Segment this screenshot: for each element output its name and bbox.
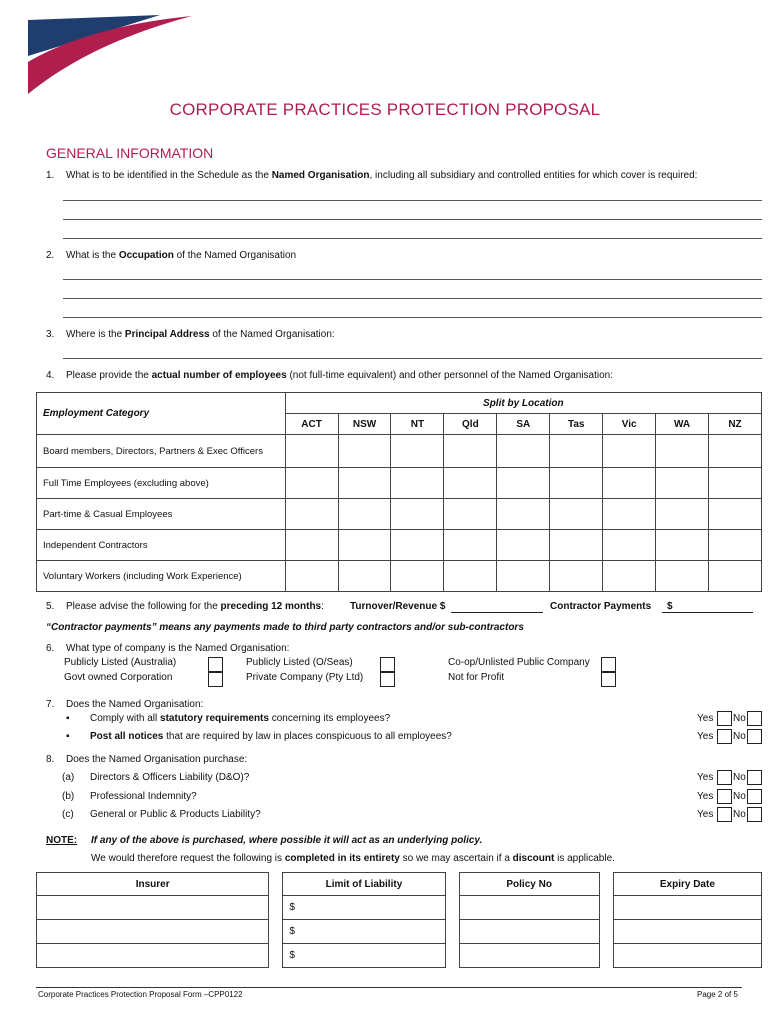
option-label: Publicly Listed (O/Seas): [246, 657, 353, 668]
count-cell[interactable]: [603, 499, 656, 530]
count-cell[interactable]: [338, 468, 391, 499]
yes-no-group: [697, 809, 713, 820]
count-cell[interactable]: [285, 561, 338, 592]
yes-checkbox[interactable]: [717, 770, 732, 785]
table-row: [37, 530, 762, 561]
yes-no-group: [697, 791, 713, 802]
item-label: (b): [62, 791, 75, 802]
count-cell[interactable]: [603, 468, 656, 499]
count-cell[interactable]: [285, 435, 338, 468]
co-op-unlisted-checkbox[interactable]: [601, 657, 616, 672]
count-cell[interactable]: [709, 435, 762, 468]
table-row: [37, 435, 762, 468]
yes-checkbox[interactable]: [717, 729, 732, 744]
policy-no-cell[interactable]: [459, 944, 599, 968]
count-cell[interactable]: [391, 499, 444, 530]
yes-no-group: [697, 772, 713, 783]
insurer-header: Insurer: [37, 873, 269, 896]
question-4: 4. Please provide the actual number of employees (not full-time equivalent) and other personnel of the Named Organisation:: [46, 370, 613, 381]
count-cell[interactable]: [444, 561, 497, 592]
yes-label: Yes: [697, 791, 714, 802]
footer-form-name: Corporate Practices Protection Proposal Form –CPP0122: [38, 990, 243, 999]
count-cell[interactable]: [603, 530, 656, 561]
expiry-date-cell[interactable]: [613, 920, 761, 944]
count-cell[interactable]: [285, 499, 338, 530]
option-label: Not for Profit: [448, 672, 505, 683]
count-cell[interactable]: [391, 435, 444, 468]
table-row: [37, 920, 762, 944]
row-label: Part-time & Casual Employees: [37, 499, 286, 530]
yes-checkbox[interactable]: [717, 789, 732, 804]
govt-owned-checkbox[interactable]: [208, 672, 223, 687]
question-7b: Post all notices that are required by law in places conspicuous to all employees?: [90, 731, 452, 742]
count-cell[interactable]: [497, 499, 550, 530]
item-label: (a): [62, 772, 75, 783]
turnover-field[interactable]: [451, 612, 543, 613]
count-cell[interactable]: [709, 468, 762, 499]
expiry-date-header: Expiry Date: [613, 873, 761, 896]
footer-divider: [36, 987, 742, 988]
count-cell[interactable]: [656, 499, 709, 530]
count-cell[interactable]: [550, 435, 603, 468]
count-cell[interactable]: [444, 530, 497, 561]
not-for-profit-checkbox[interactable]: [601, 672, 616, 687]
count-cell[interactable]: [497, 530, 550, 561]
question-6: 6. What type of company is the Named Organisation:: [46, 643, 290, 654]
table-row: [37, 561, 762, 592]
count-cell[interactable]: [656, 435, 709, 468]
count-cell[interactable]: [497, 468, 550, 499]
policy-no-cell[interactable]: [459, 920, 599, 944]
no-label: No: [733, 772, 746, 783]
no-label: No: [733, 731, 746, 742]
insurer-cell[interactable]: [37, 944, 269, 968]
row-label: Full Time Employees (excluding above): [37, 468, 286, 499]
employment-category-header: Employment Category: [37, 393, 286, 435]
answer-line-3[interactable]: [63, 358, 762, 359]
location-header: WA: [656, 414, 709, 435]
count-cell[interactable]: [603, 561, 656, 592]
yes-label: Yes: [697, 772, 714, 783]
note-label: NOTE:: [46, 835, 78, 846]
count-cell[interactable]: [550, 530, 603, 561]
footer-page-number: Page 2 of 5: [697, 990, 738, 999]
question-2: 2. What is the Occupation of the Named Organisation: [46, 250, 297, 261]
location-header: Tas: [550, 414, 603, 435]
yes-label: Yes: [697, 809, 714, 820]
table-row: [37, 944, 762, 968]
question-8b: Professional Indemnity?: [90, 791, 197, 802]
section-heading: GENERAL INFORMATION: [46, 145, 214, 161]
insurer-cell[interactable]: [37, 920, 269, 944]
yes-no-group: [697, 713, 713, 724]
question-5: 5. Please advise the following for the preceding 12 months:: [46, 601, 324, 612]
count-cell[interactable]: [391, 530, 444, 561]
note-text: If any of the above is purchased, where possible it will act as an underlying policy.: [91, 835, 483, 846]
no-label: No: [733, 713, 746, 724]
location-header: NSW: [338, 414, 391, 435]
location-header: SA: [497, 414, 550, 435]
company-logo: [20, 12, 200, 102]
count-cell[interactable]: [338, 499, 391, 530]
insurer-table: [36, 872, 762, 968]
table-row: [37, 468, 762, 499]
table-row: [37, 499, 762, 530]
table-row: [37, 896, 762, 920]
count-cell[interactable]: [603, 435, 656, 468]
employee-table: [36, 392, 762, 592]
insurer-cell[interactable]: [37, 896, 269, 920]
contractor-dollar-sign: $: [667, 601, 673, 612]
answer-line-1b[interactable]: [63, 219, 762, 220]
publicly-listed-aus-checkbox[interactable]: [208, 657, 223, 672]
yes-no-group: [697, 731, 713, 742]
count-cell[interactable]: [444, 468, 497, 499]
item-label: (c): [62, 809, 74, 820]
limit-cell[interactable]: $: [283, 920, 445, 944]
count-cell[interactable]: [338, 561, 391, 592]
question-1: 1. What is to be identified in the Schedule as the Named Organisation, including all subsidiary and controlled entities for which cover is required:: [46, 170, 698, 181]
answer-line-2b[interactable]: [63, 298, 762, 299]
question-7: 7. Does the Named Organisation:: [46, 699, 204, 710]
no-checkbox[interactable]: [747, 807, 762, 822]
expiry-date-cell[interactable]: [613, 944, 761, 968]
count-cell[interactable]: [656, 468, 709, 499]
note-request: We would therefore request the following is completed in its entirety so we may ascertain if a discount is applicable.: [91, 853, 615, 864]
row-label: Board members, Directors, Partners & Exec Officers: [37, 435, 286, 468]
question-3: 3. Where is the Principal Address of the Named Organisation:: [46, 329, 335, 340]
count-cell[interactable]: [709, 499, 762, 530]
no-checkbox[interactable]: [747, 789, 762, 804]
count-cell[interactable]: [550, 499, 603, 530]
no-checkbox[interactable]: [747, 711, 762, 726]
expiry-date-cell[interactable]: [613, 896, 761, 920]
split-by-location-header: Split by Location: [285, 393, 761, 414]
no-label: No: [733, 791, 746, 802]
count-cell[interactable]: [709, 530, 762, 561]
option-label: Publicly Listed (Australia): [64, 657, 177, 668]
yes-label: Yes: [697, 713, 714, 724]
question-8a: Directors & Officers Liability (D&O)?: [90, 772, 250, 783]
answer-line-1c[interactable]: [63, 238, 762, 239]
question-8c: General or Public & Products Liability?: [90, 809, 261, 820]
location-header: ACT: [285, 414, 338, 435]
limit-cell[interactable]: $: [283, 944, 445, 968]
count-cell[interactable]: [444, 435, 497, 468]
yes-checkbox[interactable]: [717, 711, 732, 726]
answer-line-1a[interactable]: [63, 200, 762, 201]
no-checkbox[interactable]: [747, 729, 762, 744]
count-cell[interactable]: [656, 530, 709, 561]
policy-no-cell[interactable]: [459, 896, 599, 920]
contractor-payments-field[interactable]: [662, 612, 753, 613]
policy-no-header: Policy No: [459, 873, 599, 896]
count-cell[interactable]: [444, 499, 497, 530]
bullet: ▪: [66, 731, 70, 742]
question-8: 8. Does the Named Organisation purchase:: [46, 754, 248, 765]
private-company-checkbox[interactable]: [380, 672, 395, 687]
option-label: Private Company (Pty Ltd): [246, 672, 364, 683]
contractor-payments-label: Contractor Payments: [550, 601, 652, 612]
publicly-listed-overseas-checkbox[interactable]: [380, 657, 395, 672]
count-cell[interactable]: [497, 561, 550, 592]
location-header: Qld: [444, 414, 497, 435]
no-label: No: [733, 809, 746, 820]
contractor-payments-note: “Contractor payments” means any payments made to third party contractors and/or sub-contractors: [46, 622, 524, 633]
turnover-label: Turnover/Revenue $: [350, 601, 446, 612]
location-header: NT: [391, 414, 444, 435]
count-cell[interactable]: [656, 561, 709, 592]
count-cell[interactable]: [709, 561, 762, 592]
count-cell[interactable]: [391, 468, 444, 499]
location-header: NZ: [709, 414, 762, 435]
count-cell[interactable]: [285, 468, 338, 499]
answer-line-2a[interactable]: [63, 279, 762, 280]
page-title: CORPORATE PRACTICES PROTECTION PROPOSAL: [169, 100, 601, 119]
no-checkbox[interactable]: [747, 770, 762, 785]
count-cell[interactable]: [497, 435, 550, 468]
option-label: Co-op/Unlisted Public Company: [448, 657, 590, 668]
question-7a: Comply with all statutory requirements concerning its employees?: [90, 713, 391, 724]
yes-label: Yes: [697, 731, 714, 742]
option-label: Govt owned Corporation: [64, 672, 173, 683]
row-label: Independent Contractors: [37, 530, 286, 561]
count-cell[interactable]: [285, 530, 338, 561]
bullet: ▪: [66, 713, 70, 724]
count-cell[interactable]: [550, 468, 603, 499]
answer-line-2c[interactable]: [63, 317, 762, 318]
row-label: Voluntary Workers (including Work Experience): [37, 561, 286, 592]
limit-header: Limit of Liability: [283, 873, 445, 896]
count-cell[interactable]: [338, 435, 391, 468]
count-cell[interactable]: [550, 561, 603, 592]
yes-checkbox[interactable]: [717, 807, 732, 822]
location-header: Vic: [603, 414, 656, 435]
count-cell[interactable]: [338, 530, 391, 561]
count-cell[interactable]: [391, 561, 444, 592]
limit-cell[interactable]: $: [283, 896, 445, 920]
